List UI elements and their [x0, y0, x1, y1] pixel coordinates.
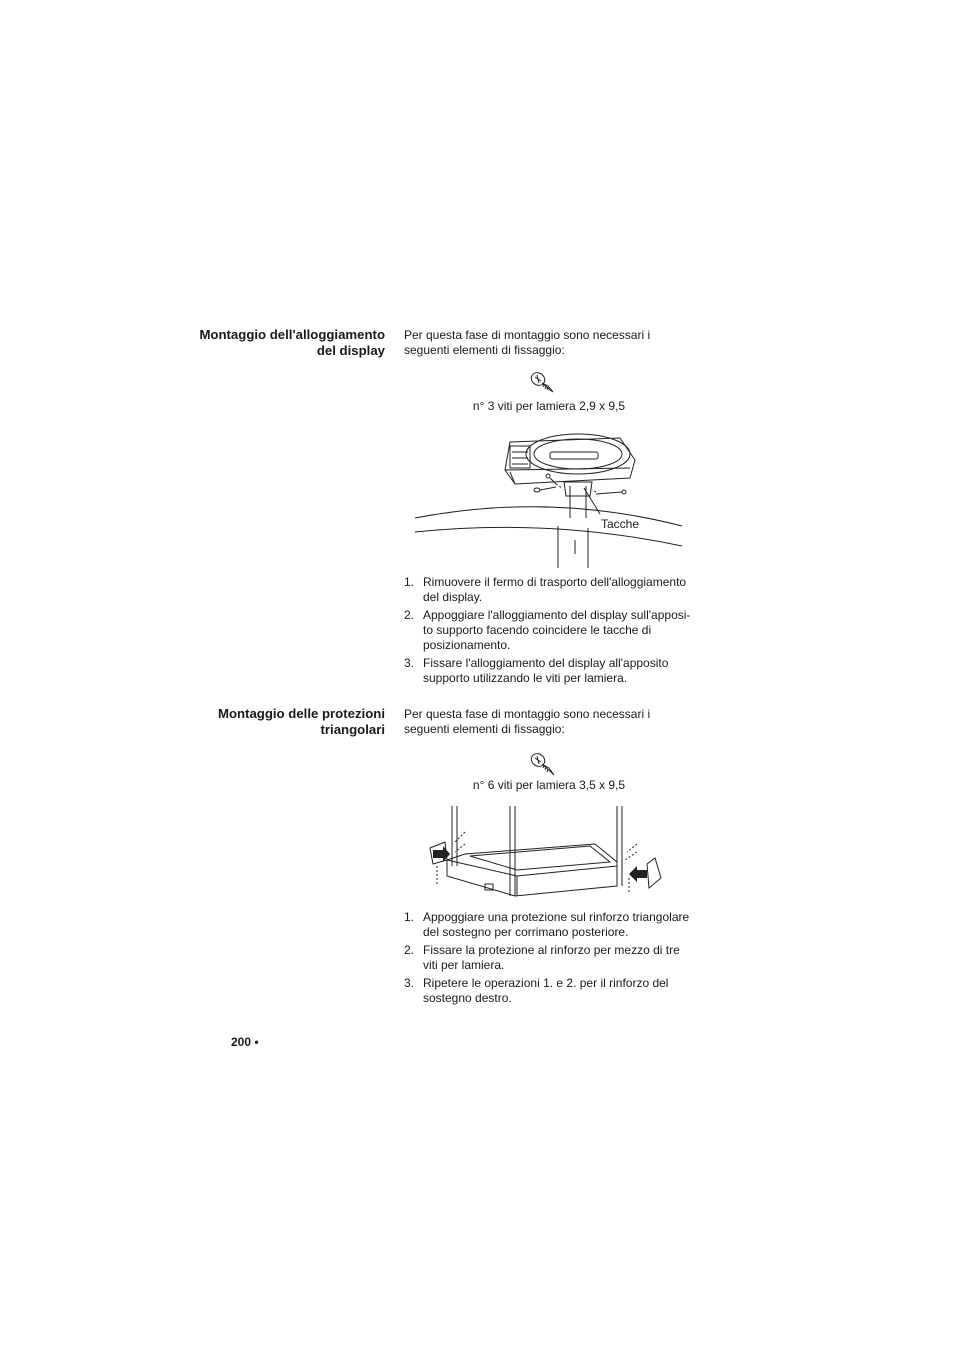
page-number: 200 •: [231, 1035, 259, 1049]
list-item: 1. Appoggiare una protezione sul rinforzo triangolare del sostegno per corrimano posteriore.: [404, 910, 690, 939]
list-item: 1. Rimuovere il fermo di trasporto dell'alloggiamento del display.: [404, 575, 687, 604]
section2-steps: [404, 910, 694, 1009]
section1-screw-caption: n° 3 viti per lamiera 2,9 x 9,5: [472, 399, 626, 413]
list-item: 3. Fissare l'alloggiamento del display all'apposito supporto utilizzando le viti per lamiera.: [404, 656, 669, 685]
section2-heading: Montaggio delle protezioni triangolari: [217, 706, 385, 737]
section1-steps: [404, 575, 694, 689]
tacche-label: Tacche: [601, 517, 640, 531]
section1-intro: Per questa fase di montaggio sono necessari i seguenti elementi di fissaggio:: [404, 328, 651, 357]
section2-intro: Per questa fase di montaggio sono necessari i seguenti elementi di fissaggio:: [404, 707, 651, 736]
screw-icon: [528, 371, 560, 395]
section1-heading: Montaggio dell'alloggiamento del display: [199, 327, 385, 358]
display-housing-figure: [410, 430, 690, 570]
list-item: 3. Ripetere le operazioni 1. e 2. per il rinforzo del sostegno destro.: [404, 976, 669, 1005]
triangular-protection-figure: [425, 804, 665, 902]
screw-icon: [528, 752, 560, 778]
list-item: 2. Appoggiare l'alloggiamento del display sull'apposi-to supporto facendo coincidere le tacche di posizionamento.: [404, 608, 691, 652]
list-item: 2. Fissare la protezione al rinforzo per mezzo di tre viti per lamiera.: [404, 943, 680, 972]
section2-screw-caption: n° 6 viti per lamiera 3,5 x 9,5: [472, 778, 626, 792]
